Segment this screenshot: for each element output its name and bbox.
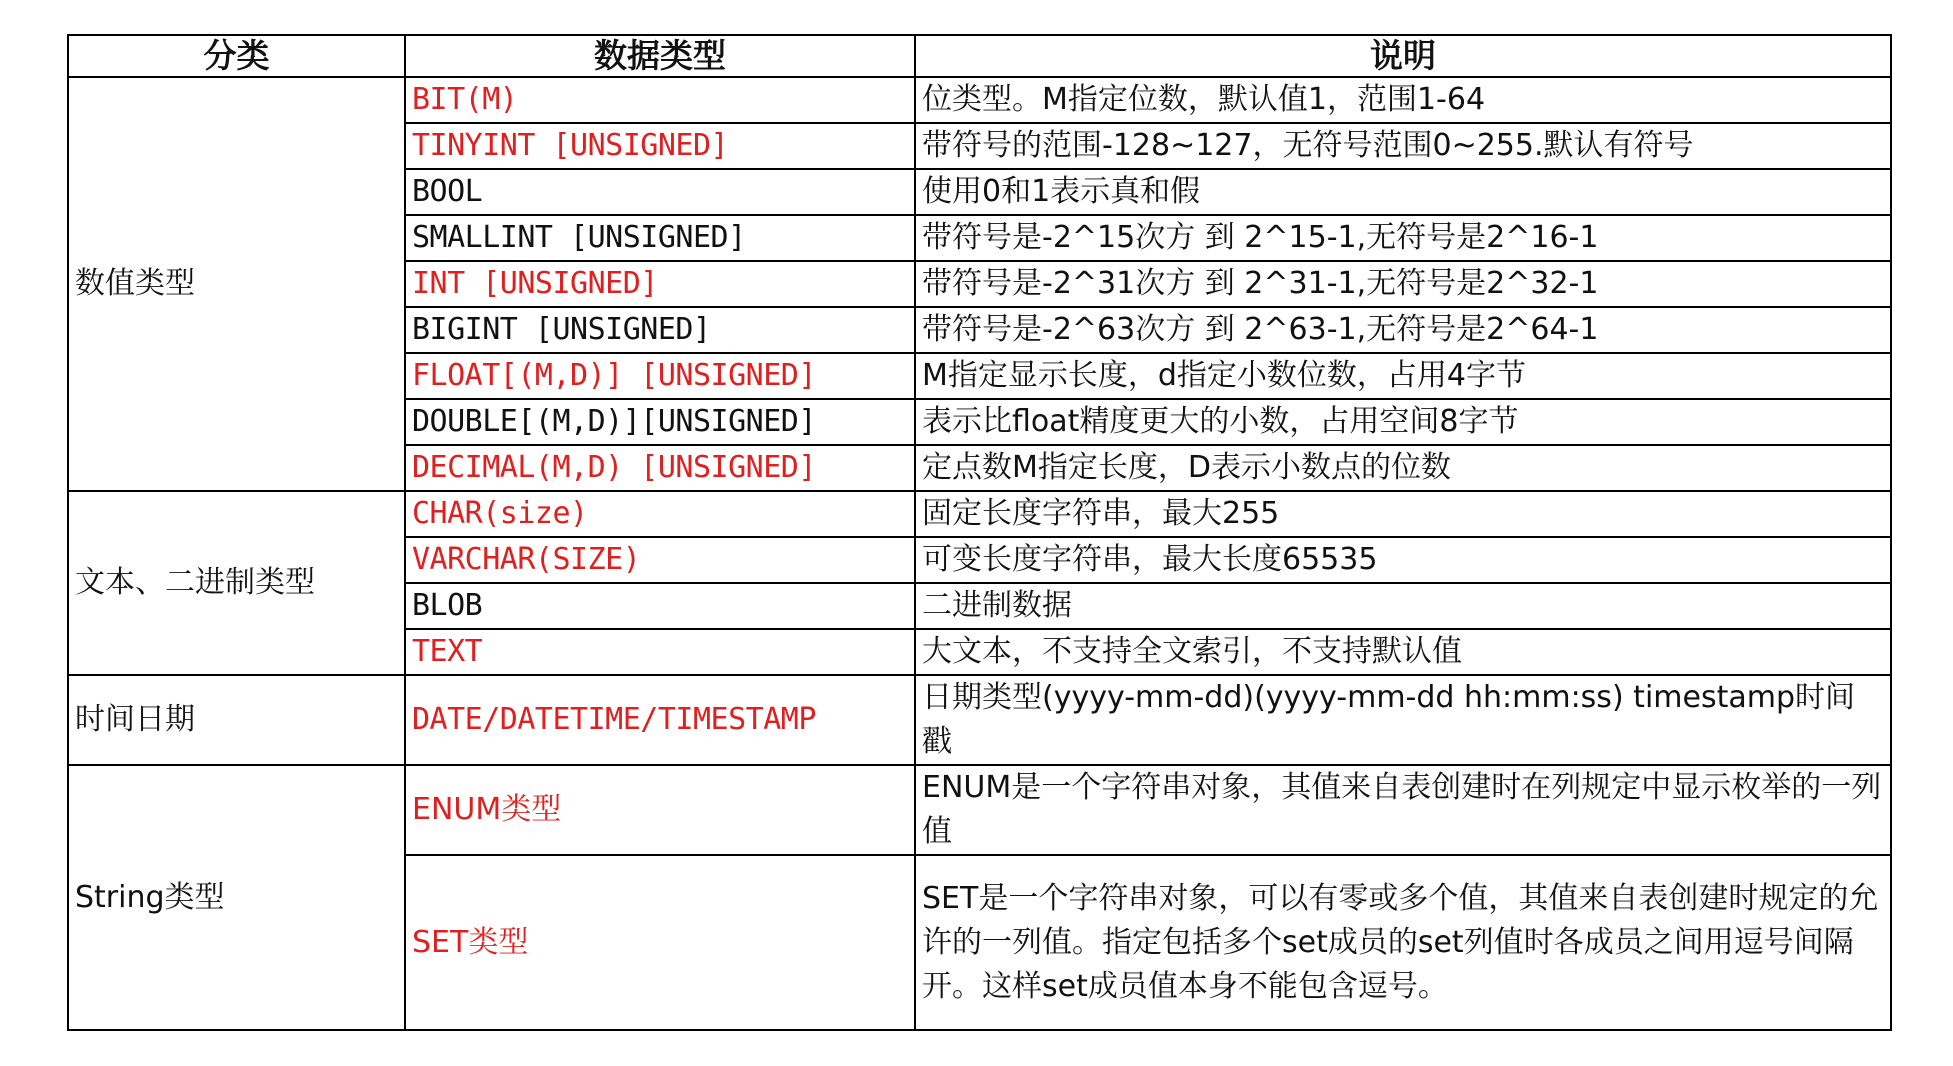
type-cell: BIGINT [UNSIGNED] bbox=[405, 307, 915, 353]
table-row bbox=[68, 77, 1891, 123]
description-cell: 带符号是-2^31次方 到 2^31-1,无符号是2^32-1 bbox=[915, 261, 1891, 307]
type-cell: SMALLINT [UNSIGNED] bbox=[405, 215, 915, 261]
type-cell: BLOB bbox=[405, 583, 915, 629]
type-cell: CHAR(size) bbox=[405, 491, 915, 537]
description-cell: 可变长度字符串，最大长度65535 bbox=[915, 537, 1891, 583]
table-row bbox=[68, 765, 1891, 855]
description-cell: 带符号是-2^63次方 到 2^63-1,无符号是2^64-1 bbox=[915, 307, 1891, 353]
type-cell: TEXT bbox=[405, 629, 915, 675]
type-cell: DECIMAL(M,D) [UNSIGNED] bbox=[405, 445, 915, 491]
description-cell: 固定长度字符串，最大255 bbox=[915, 491, 1891, 537]
table-row bbox=[68, 491, 1891, 537]
table-row bbox=[68, 675, 1891, 765]
description-cell: 位类型。M指定位数，默认值1，范围1-64 bbox=[915, 77, 1891, 123]
description-cell: M指定显示长度，d指定小数位数，占用4字节 bbox=[915, 353, 1891, 399]
header-row bbox=[68, 35, 1891, 77]
type-cell: SET类型 bbox=[405, 855, 915, 1030]
category-string: String类型 bbox=[68, 765, 405, 1030]
description-cell: 日期类型(yyyy-mm-dd)(yyyy-mm-dd hh:mm:ss) timestamp时间戳 bbox=[915, 675, 1891, 765]
description-cell: 二进制数据 bbox=[915, 583, 1891, 629]
type-cell: DOUBLE[(M,D)][UNSIGNED] bbox=[405, 399, 915, 445]
type-cell: BIT(M) bbox=[405, 77, 915, 123]
category-datetime: 时间日期 bbox=[68, 675, 405, 765]
description-cell: 表示比float精度更大的小数，占用空间8字节 bbox=[915, 399, 1891, 445]
type-cell: ENUM类型 bbox=[405, 765, 915, 855]
type-cell: VARCHAR(SIZE) bbox=[405, 537, 915, 583]
description-cell: 带符号是-2^15次方 到 2^15-1,无符号是2^16-1 bbox=[915, 215, 1891, 261]
description-cell: 大文本，不支持全文索引，不支持默认值 bbox=[915, 629, 1891, 675]
description-cell: 带符号的范围-128~127，无符号范围0~255.默认有符号 bbox=[915, 123, 1891, 169]
data-types-table bbox=[67, 34, 1892, 1031]
type-cell: FLOAT[(M,D)] [UNSIGNED] bbox=[405, 353, 915, 399]
description-cell: 定点数M指定长度，D表示小数点的位数 bbox=[915, 445, 1891, 491]
type-cell: INT [UNSIGNED] bbox=[405, 261, 915, 307]
type-cell: BOOL bbox=[405, 169, 915, 215]
type-cell: TINYINT [UNSIGNED] bbox=[405, 123, 915, 169]
description-cell: 使用0和1表示真和假 bbox=[915, 169, 1891, 215]
description-cell: ENUM是一个字符串对象，其值来自表创建时在列规定中显示枚举的一列值 bbox=[915, 765, 1891, 855]
description-cell: SET是一个字符串对象，可以有零或多个值，其值来自表创建时规定的允许的一列值。指定包括多个set成员的set列值时各成员之间用逗号间隔开。这样set成员值本身不能包含逗号。 bbox=[915, 855, 1891, 1030]
header-data-type: 数据类型 bbox=[405, 35, 915, 77]
header-description: 说明 bbox=[915, 35, 1891, 77]
header-category: 分类 bbox=[68, 35, 405, 77]
category-text-binary: 文本、二进制类型 bbox=[68, 491, 405, 675]
category-numeric: 数值类型 bbox=[68, 77, 405, 491]
type-cell: DATE/DATETIME/TIMESTAMP bbox=[405, 675, 915, 765]
